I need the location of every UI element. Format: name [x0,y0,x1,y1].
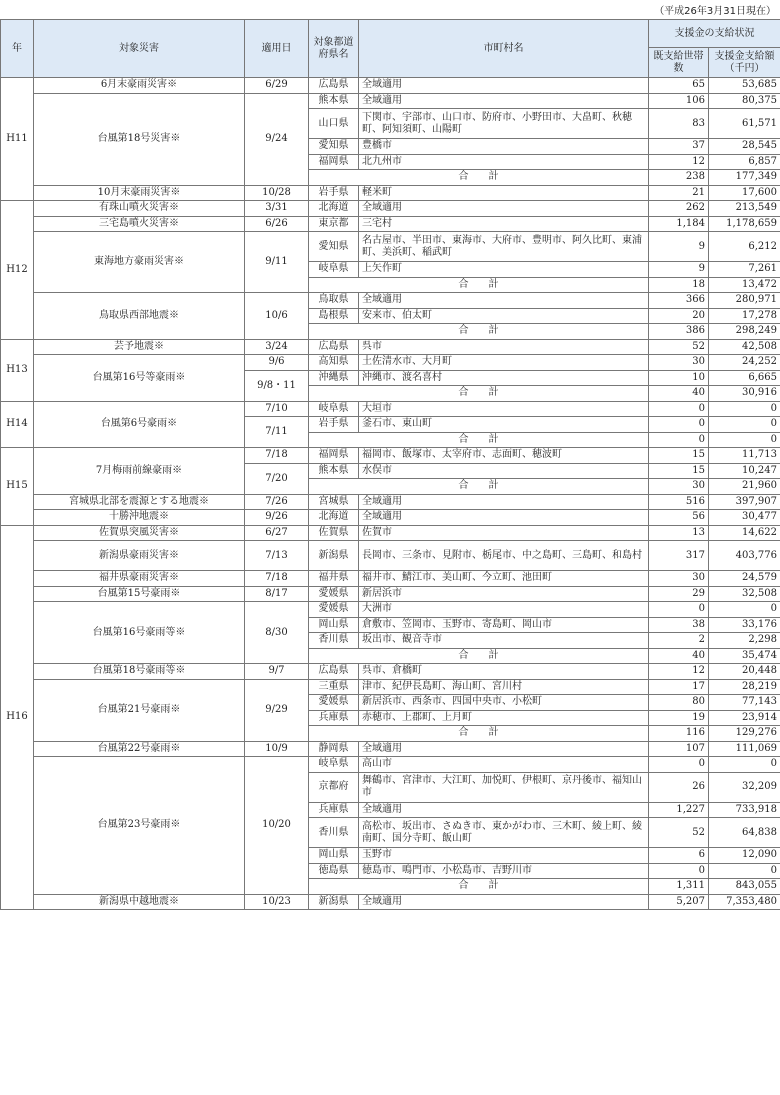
prefecture-cell: 高知県 [309,355,359,371]
disaster-cell: 福井県豪雨災害※ [34,571,245,587]
municipality-cell: 全域適用 [359,201,649,217]
prefecture-cell: 沖縄県 [309,370,359,386]
households-cell: 6 [649,848,709,864]
year-cell: H12 [1,201,34,340]
date-cell: 8/17 [245,586,309,602]
amount-cell: 0 [709,602,780,618]
amount-cell: 17,278 [709,308,780,324]
households-cell: 26 [649,772,709,802]
amount-cell: 6,665 [709,370,780,386]
municipality-cell: 全域適用 [359,894,649,910]
date-cell: 10/23 [245,894,309,910]
header-households: 既支給世帯数 [649,48,709,78]
municipality-cell: 安来市、伯太町 [359,308,649,324]
prefecture-cell: 宮城県 [309,494,359,510]
prefecture-cell: 愛媛県 [309,695,359,711]
prefecture-cell: 鳥取県 [309,293,359,309]
prefecture-cell: 愛媛県 [309,602,359,618]
households-cell: 83 [649,109,709,139]
prefecture-cell: 福井県 [309,571,359,587]
disaster-cell: 台風第22号豪雨※ [34,741,245,757]
prefecture-cell: 広島県 [309,339,359,355]
municipality-cell: 釜石市、東山町 [359,417,649,433]
table-row [1,78,780,94]
prefecture-cell: 岡山県 [309,848,359,864]
subtotal-label: 合 計 [309,277,649,293]
municipality-cell: 長岡市、三条市、見附市、栃尾市、中之島町、三島町、和島村 [359,541,649,571]
amount-cell: 1,178,659 [709,216,780,232]
date-cell: 9/8・11 [245,370,309,401]
subtotal-label: 合 計 [309,386,649,402]
date-cell: 9/24 [245,93,309,185]
municipality-cell: 三宅村 [359,216,649,232]
table-row [1,201,780,217]
table-row [1,339,780,355]
disaster-cell: 台風第15号豪雨※ [34,586,245,602]
header-municipality: 市町村名 [359,20,649,78]
date-cell: 3/24 [245,339,309,355]
municipality-cell: 呉市、倉橋町 [359,664,649,680]
prefecture-cell: 岐阜県 [309,757,359,773]
municipality-cell: 大垣市 [359,401,649,417]
disaster-cell: 7月梅雨前線豪雨※ [34,448,245,495]
municipality-cell: 土佐清水市、大月町 [359,355,649,371]
table-row [1,586,780,602]
prefecture-cell: 兵庫県 [309,802,359,818]
amount-cell: 77,143 [709,695,780,711]
disaster-cell: 三宅島噴火災害※ [34,216,245,232]
households-cell: 15 [649,463,709,479]
prefecture-cell: 岩手県 [309,417,359,433]
header-year: 年 [1,20,34,78]
municipality-cell: 全域適用 [359,293,649,309]
municipality-cell: 全域適用 [359,78,649,94]
amount-cell: 24,579 [709,571,780,587]
municipality-cell: 高山市 [359,757,649,773]
prefecture-cell: 新潟県 [309,541,359,571]
amount-cell: 30,916 [709,386,780,402]
disaster-cell: 十勝沖地震※ [34,510,245,526]
date-cell: 7/20 [245,463,309,494]
table-row [1,525,780,541]
amount-cell: 7,353,480 [709,894,780,910]
prefecture-cell: 三重県 [309,679,359,695]
households-cell: 56 [649,510,709,526]
households-cell: 13 [649,525,709,541]
households-cell: 106 [649,93,709,109]
amount-cell: 0 [709,401,780,417]
households-cell: 107 [649,741,709,757]
disaster-support-table [0,19,780,910]
municipality-cell: 新居浜市、西条市、四国中央市、小松町 [359,695,649,711]
disaster-cell: 6月末豪雨災害※ [34,78,245,94]
year-cell: H14 [1,401,34,448]
disaster-cell: 東海地方豪雨災害※ [34,232,245,293]
households-cell: 20 [649,308,709,324]
amount-cell: 24,252 [709,355,780,371]
amount-cell: 0 [709,417,780,433]
subtotal-label: 合 計 [309,479,649,495]
municipality-cell: 下関市、宇部市、山口市、防府市、小野田市、大畠町、秋穂町、阿知須町、山陽町 [359,109,649,139]
households-cell: 18 [649,277,709,293]
table-row [1,185,780,201]
households-cell: 317 [649,541,709,571]
disaster-cell: 新潟県中越地震※ [34,894,245,910]
households-cell: 516 [649,494,709,510]
table-row [1,293,780,309]
households-cell: 30 [649,355,709,371]
prefecture-cell: 岡山県 [309,617,359,633]
disaster-cell: 宮城県北部を震源とする地震※ [34,494,245,510]
prefecture-cell: 山口県 [309,109,359,139]
prefecture-cell: 福岡県 [309,154,359,170]
households-cell: 30 [649,479,709,495]
municipality-cell: 徳島市、鳴門市、小松島市、吉野川市 [359,863,649,879]
municipality-cell: 坂出市、観音寺市 [359,633,649,649]
subtotal-label: 合 計 [309,726,649,742]
table-row [1,232,780,262]
date-cell: 6/27 [245,525,309,541]
table-row [1,894,780,910]
amount-cell: 111,069 [709,741,780,757]
households-cell: 0 [649,432,709,448]
amount-cell: 7,261 [709,262,780,278]
disaster-cell: 台風第18号災害※ [34,93,245,185]
disaster-cell: 10月末豪雨災害※ [34,185,245,201]
municipality-cell: 全域適用 [359,93,649,109]
municipality-cell: 軽米町 [359,185,649,201]
households-cell: 1,311 [649,879,709,895]
prefecture-cell: 愛知県 [309,139,359,155]
disaster-cell: 台風第16号等豪雨※ [34,355,245,402]
subtotal-label: 合 計 [309,432,649,448]
date-cell: 9/11 [245,232,309,293]
municipality-cell: 全域適用 [359,494,649,510]
date-cell: 7/11 [245,417,309,448]
year-cell: H11 [1,78,34,201]
disaster-cell: 台風第18号豪雨等※ [34,664,245,680]
amount-cell: 403,776 [709,541,780,571]
disaster-cell: 鳥取県西部地震※ [34,293,245,340]
table-row [1,741,780,757]
prefecture-cell: 岩手県 [309,185,359,201]
amount-cell: 0 [709,432,780,448]
date-cell: 10/6 [245,293,309,340]
municipality-cell: 玉野市 [359,848,649,864]
amount-cell: 21,960 [709,479,780,495]
date-cell: 9/6 [245,355,309,371]
municipality-cell: 高松市、坂出市、さぬき市、東かがわ市、三木町、綾上町、綾南町、国分寺町、飯山町 [359,818,649,848]
municipality-cell: 全域適用 [359,802,649,818]
amount-cell: 177,349 [709,170,780,186]
date-cell: 6/29 [245,78,309,94]
households-cell: 21 [649,185,709,201]
households-cell: 1,184 [649,216,709,232]
table-row [1,510,780,526]
prefecture-cell: 熊本県 [309,93,359,109]
header-status: 支援金の支給状況 [649,20,780,48]
amount-cell: 28,219 [709,679,780,695]
households-cell: 80 [649,695,709,711]
year-cell: H15 [1,448,34,526]
date-cell: 10/9 [245,741,309,757]
date-cell: 3/31 [245,201,309,217]
households-cell: 29 [649,586,709,602]
table-row [1,664,780,680]
municipality-cell: 佐賀市 [359,525,649,541]
households-cell: 0 [649,417,709,433]
amount-cell: 33,176 [709,617,780,633]
date-cell: 7/26 [245,494,309,510]
amount-cell: 32,209 [709,772,780,802]
prefecture-cell: 香川県 [309,818,359,848]
households-cell: 12 [649,664,709,680]
households-cell: 10 [649,370,709,386]
municipality-cell: 全域適用 [359,741,649,757]
prefecture-cell: 福岡県 [309,448,359,464]
households-cell: 0 [649,757,709,773]
table-row [1,494,780,510]
municipality-cell: 大洲市 [359,602,649,618]
amount-cell: 6,857 [709,154,780,170]
date-cell: 7/18 [245,571,309,587]
amount-cell: 35,474 [709,648,780,664]
date-cell: 9/26 [245,510,309,526]
prefecture-cell: 広島県 [309,78,359,94]
prefecture-cell: 岐阜県 [309,262,359,278]
amount-cell: 53,685 [709,78,780,94]
header-disaster: 対象災害 [34,20,245,78]
municipality-cell: 赤穂市、上郡町、上月町 [359,710,649,726]
amount-cell: 733,918 [709,802,780,818]
households-cell: 38 [649,617,709,633]
amount-cell: 28,545 [709,139,780,155]
amount-cell: 80,375 [709,93,780,109]
households-cell: 30 [649,571,709,587]
prefecture-cell: 愛媛県 [309,586,359,602]
year-cell: H13 [1,339,34,401]
households-cell: 9 [649,232,709,262]
prefecture-cell: 静岡県 [309,741,359,757]
date-cell: 7/18 [245,448,309,464]
disaster-cell: 台風第6号豪雨※ [34,401,245,448]
amount-cell: 14,622 [709,525,780,541]
table-row [1,757,780,773]
amount-cell: 298,249 [709,324,780,340]
amount-cell: 13,472 [709,277,780,293]
households-cell: 12 [649,154,709,170]
amount-cell: 10,247 [709,463,780,479]
amount-cell: 280,971 [709,293,780,309]
municipality-cell: 名古屋市、半田市、東海市、大府市、豊明市、阿久比町、東浦町、美浜町、稲武町 [359,232,649,262]
households-cell: 2 [649,633,709,649]
amount-cell: 6,212 [709,232,780,262]
table-row [1,679,780,695]
amount-cell: 2,298 [709,633,780,649]
amount-cell: 129,276 [709,726,780,742]
prefecture-cell: 東京都 [309,216,359,232]
disaster-cell: 芸予地震※ [34,339,245,355]
table-body [1,78,780,910]
prefecture-cell: 徳島県 [309,863,359,879]
prefecture-cell: 北海道 [309,201,359,217]
households-cell: 52 [649,818,709,848]
amount-cell: 0 [709,757,780,773]
households-cell: 15 [649,448,709,464]
prefecture-cell: 新潟県 [309,894,359,910]
prefecture-cell: 京都府 [309,772,359,802]
date-cell: 6/26 [245,216,309,232]
table-row [1,401,780,417]
amount-cell: 20,448 [709,664,780,680]
amount-cell: 11,713 [709,448,780,464]
table-row [1,571,780,587]
prefecture-cell: 佐賀県 [309,525,359,541]
households-cell: 40 [649,386,709,402]
municipality-cell: 新居浜市 [359,586,649,602]
year-cell: H16 [1,525,34,910]
households-cell: 1,227 [649,802,709,818]
table-row [1,216,780,232]
amount-cell: 23,914 [709,710,780,726]
municipality-cell: 津市、紀伊長島町、海山町、宮川村 [359,679,649,695]
amount-cell: 30,477 [709,510,780,526]
subtotal-label: 合 計 [309,648,649,664]
subtotal-label: 合 計 [309,324,649,340]
municipality-cell: 豊橋市 [359,139,649,155]
prefecture-cell: 兵庫県 [309,710,359,726]
households-cell: 116 [649,726,709,742]
households-cell: 37 [649,139,709,155]
households-cell: 19 [649,710,709,726]
households-cell: 5,207 [649,894,709,910]
disaster-cell: 新潟県豪雨災害※ [34,541,245,571]
prefecture-cell: 島根県 [309,308,359,324]
header-amount: 支援金支給額（千円） [709,48,780,78]
households-cell: 52 [649,339,709,355]
subtotal-label: 合 計 [309,879,649,895]
date-cell: 9/29 [245,679,309,741]
header-prefecture: 対象都道府県名 [309,20,359,78]
prefecture-cell: 広島県 [309,664,359,680]
date-cell: 7/13 [245,541,309,571]
municipality-cell: 水俣市 [359,463,649,479]
disaster-cell: 台風第21号豪雨※ [34,679,245,741]
households-cell: 262 [649,201,709,217]
date-cell: 8/30 [245,602,309,664]
municipality-cell: 上矢作町 [359,262,649,278]
as-of-date: （平成26年3月31日現在） [654,6,776,17]
table-row [1,541,780,571]
disaster-cell: 佐賀県突風災害※ [34,525,245,541]
households-cell: 40 [649,648,709,664]
disaster-cell: 有珠山噴火災害※ [34,201,245,217]
prefecture-cell: 北海道 [309,510,359,526]
amount-cell: 213,549 [709,201,780,217]
subtotal-label: 合 計 [309,170,649,186]
amount-cell: 843,055 [709,879,780,895]
disaster-cell: 台風第16号豪雨等※ [34,602,245,664]
households-cell: 9 [649,262,709,278]
table-row [1,602,780,618]
households-cell: 238 [649,170,709,186]
table-row [1,93,780,109]
municipality-cell: 福岡市、飯塚市、太宰府市、志面町、穂波町 [359,448,649,464]
table-row [1,448,780,464]
date-cell: 7/10 [245,401,309,417]
amount-cell: 397,907 [709,494,780,510]
date-cell: 9/7 [245,664,309,680]
municipality-cell: 沖縄市、渡名喜村 [359,370,649,386]
households-cell: 0 [649,602,709,618]
households-cell: 65 [649,78,709,94]
municipality-cell: 舞鶴市、宮津市、大江町、加悦町、伊根町、京丹後市、福知山市 [359,772,649,802]
households-cell: 386 [649,324,709,340]
amount-cell: 32,508 [709,586,780,602]
prefecture-cell: 愛知県 [309,232,359,262]
amount-cell: 17,600 [709,185,780,201]
amount-cell: 42,508 [709,339,780,355]
prefecture-cell: 熊本県 [309,463,359,479]
households-cell: 0 [649,401,709,417]
amount-cell: 61,571 [709,109,780,139]
amount-cell: 64,838 [709,818,780,848]
households-cell: 17 [649,679,709,695]
header-date: 適用日 [245,20,309,78]
date-cell: 10/28 [245,185,309,201]
prefecture-cell: 岐阜県 [309,401,359,417]
municipality-cell: 呉市 [359,339,649,355]
municipality-cell: 全域適用 [359,510,649,526]
amount-cell: 12,090 [709,848,780,864]
municipality-cell: 北九州市 [359,154,649,170]
municipality-cell: 倉敷市、笠岡市、玉野市、寄島町、岡山市 [359,617,649,633]
prefecture-cell: 香川県 [309,633,359,649]
municipality-cell: 福井市、鯖江市、美山町、今立町、池田町 [359,571,649,587]
households-cell: 0 [649,863,709,879]
households-cell: 366 [649,293,709,309]
amount-cell: 0 [709,863,780,879]
disaster-cell: 台風第23号豪雨※ [34,757,245,895]
date-cell: 10/20 [245,757,309,895]
table-row [1,355,780,371]
